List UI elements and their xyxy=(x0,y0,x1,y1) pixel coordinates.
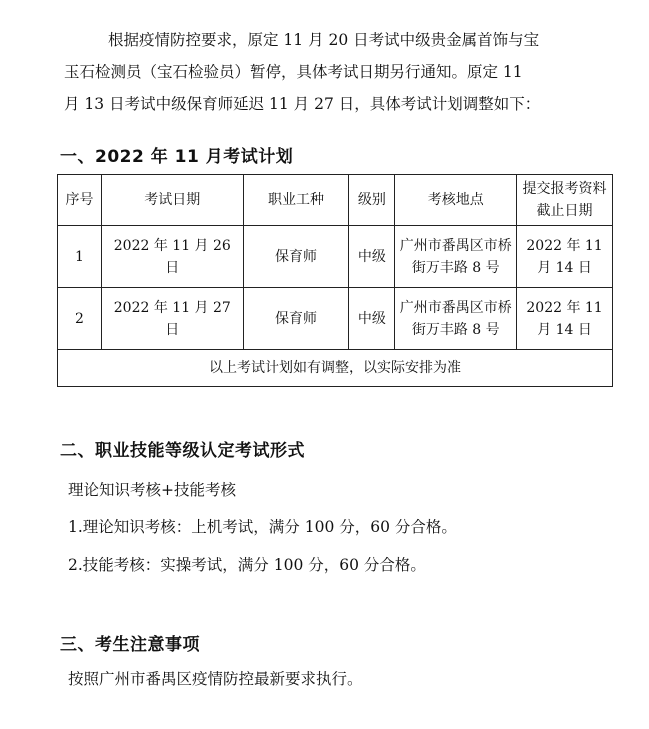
cell-level: 中级 xyxy=(349,288,395,350)
header-cell-date: 考试日期 xyxy=(101,175,243,226)
exam-plan-table xyxy=(57,174,613,387)
cell-occupation: 保育师 xyxy=(243,226,349,288)
cell-deadline: 2022 年 11 月 14 日 xyxy=(517,226,613,288)
cell-deadline: 2022 年 11 月 14 日 xyxy=(517,288,613,350)
header-cell-deadline: 提交报考资料截止日期 xyxy=(517,175,613,226)
cell-location: 广州市番禺区市桥街万丰路 8 号 xyxy=(395,226,517,288)
intro-paragraph xyxy=(64,24,624,120)
intro-line: 玉石检测员（宝石检验员）暂停，具体考试日期另行通知。原定 11 xyxy=(64,63,523,81)
table-row xyxy=(58,226,613,288)
cell-level: 中级 xyxy=(349,226,395,288)
intro-line: 根据疫情防控要求，原定 11 月 20 日考试中级贵金属首饰与宝 xyxy=(108,31,540,49)
header-cell-location: 考核地点 xyxy=(395,175,517,226)
theory-exam-text: 1.理论知识考核：上机考试，满分 100 分，60 分合格。 xyxy=(68,518,457,536)
cell-date: 2022 年 11 月 27 日 xyxy=(101,288,243,350)
cell-location: 广州市番禺区市桥街万丰路 8 号 xyxy=(395,288,517,350)
header-cell-no: 序号 xyxy=(58,175,102,226)
table-header-row xyxy=(58,175,613,226)
table-note: 以上考试计划如有调整，以实际安排为准 xyxy=(58,350,613,387)
table-note-row xyxy=(58,350,613,387)
section3-heading: 三、考生注意事项 xyxy=(60,635,200,655)
exam-format-summary: 理论知识考核+技能考核 xyxy=(68,481,236,499)
section1-heading: 一、2022 年 11 月考试计划 xyxy=(60,147,294,167)
section2-heading: 二、职业技能等级认定考试形式 xyxy=(60,441,305,461)
skill-exam-text: 2.技能考核：实操考试，满分 100 分，60 分合格。 xyxy=(68,556,426,574)
table-row xyxy=(58,288,613,350)
header-cell-occupation: 职业工种 xyxy=(243,175,349,226)
cell-no: 1 xyxy=(58,226,102,288)
cell-occupation: 保育师 xyxy=(243,288,349,350)
notice-text: 按照广州市番禺区疫情防控最新要求执行。 xyxy=(68,670,363,688)
header-cell-level: 级别 xyxy=(349,175,395,226)
cell-no: 2 xyxy=(58,288,102,350)
cell-date: 2022 年 11 月 26 日 xyxy=(101,226,243,288)
intro-line: 月 13 日考试中级保育师延迟 11 月 27 日，具体考试计划调整如下： xyxy=(64,95,541,113)
